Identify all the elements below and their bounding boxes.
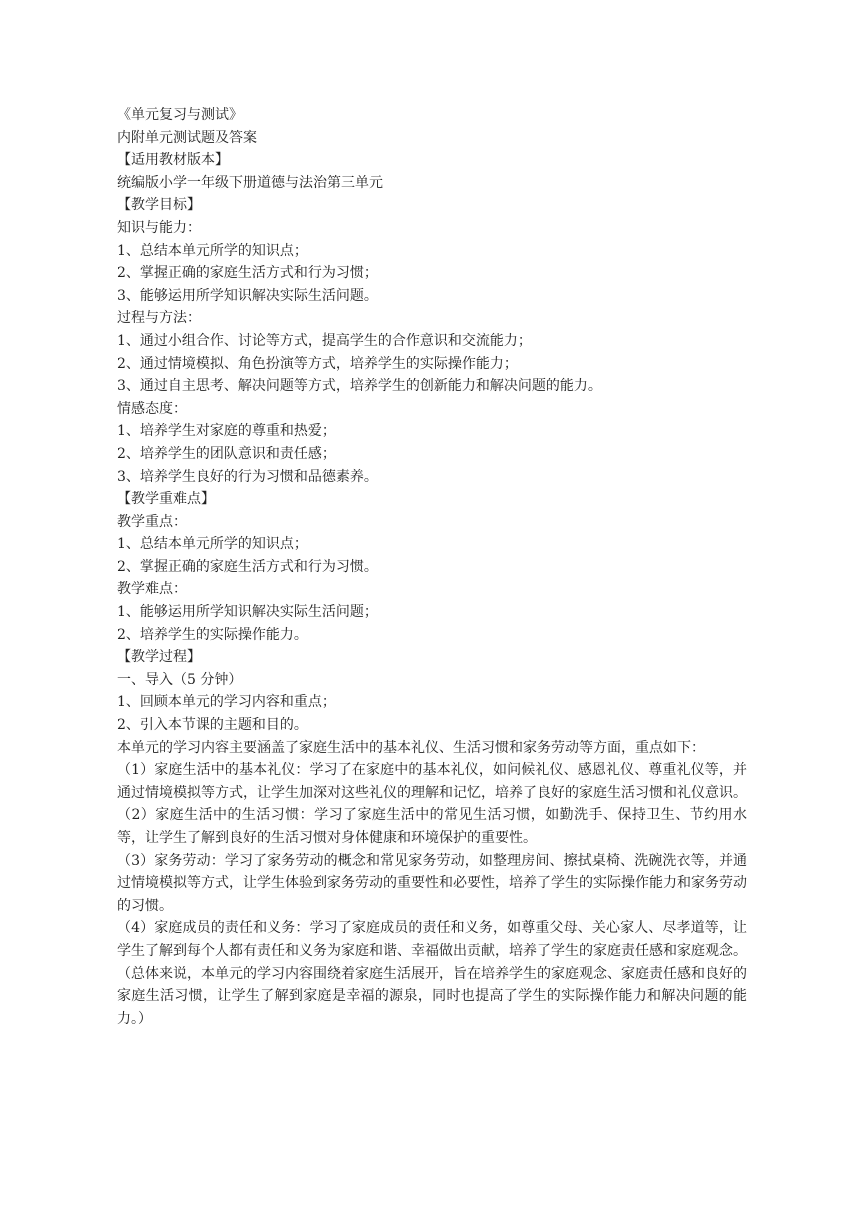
list-item: 1、培养学生对家庭的尊重和热爱； bbox=[117, 423, 336, 440]
body-paragraph: （1）家庭生活中的基本礼仪：学习了在家庭中的基本礼仪，如问候礼仪、感恩礼仪、尊重礼仪等，并通过情境模拟等方式，让学生加深对这些礼仪的理解和记忆，培养了良好的家庭生活习惯和礼仪意识。 bbox=[117, 762, 747, 801]
body-paragraph: 本单元的学习内容主要涵盖了家庭生活中的基本礼仪、生活习惯和家务劳动等方面，重点如下： bbox=[117, 739, 705, 756]
list-item: 2、通过情境模拟、角色扮演等方式，培养学生的实际操作能力； bbox=[117, 355, 518, 372]
list-item: 2、培养学生的实际操作能力。 bbox=[117, 626, 308, 643]
list-item: 1、通过小组合作、讨论等方式，提高学生的合作意识和交流能力； bbox=[117, 332, 532, 349]
document-subtitle: 内附单元测试题及答案 bbox=[117, 129, 257, 146]
section-heading-process: 【教学过程】 bbox=[117, 649, 201, 666]
document-title: 《单元复习与测试》 bbox=[117, 107, 243, 123]
body-paragraph: （4）家庭成员的责任和义务：学习了家庭成员的责任和义务，如尊重父母、关心家人、尽孝道等，让学生了解到每个人都有责任和义务为家庭和谐、幸福做出贡献，培养了学生的家庭责任感和家庭观念。 bbox=[117, 920, 747, 959]
subheading: 教学难点： bbox=[117, 581, 187, 598]
list-item: 2、培养学生的团队意识和责任感； bbox=[117, 445, 336, 462]
body-paragraph: （总体来说，本单元的学习内容围绕着家庭生活展开，旨在培养学生的家庭观念、家庭责任感和良好的家庭生活习惯，让学生了解到家庭是幸福的源泉，同时也提高了学生的实际操作能力和解决问题的能力。） bbox=[117, 965, 747, 1027]
list-item: 2、引入本节课的主题和目的。 bbox=[117, 717, 308, 734]
list-item: 1、总结本单元所学的知识点； bbox=[117, 242, 308, 259]
list-item: 1、总结本单元所学的知识点； bbox=[117, 536, 308, 553]
section-heading-goals: 【教学目标】 bbox=[117, 197, 201, 214]
list-item: 3、培养学生良好的行为习惯和品德素养。 bbox=[117, 468, 378, 485]
text-line: 统编版小学一年级下册道德与法治第三单元 bbox=[117, 174, 383, 191]
section-heading-key-points: 【教学重难点】 bbox=[117, 491, 215, 508]
list-item: 2、掌握正确的家庭生活方式和行为习惯； bbox=[117, 265, 378, 282]
subheading: 教学重点： bbox=[117, 513, 187, 530]
list-item: 3、通过自主思考、解决问题等方式，培养学生的创新能力和解决问题的能力。 bbox=[117, 378, 602, 395]
section-heading-textbook: 【适用教材版本】 bbox=[117, 152, 229, 169]
subheading: 情感态度： bbox=[117, 400, 187, 417]
list-item: 1、能够运用所学知识解决实际生活问题； bbox=[117, 604, 378, 621]
subheading: 知识与能力： bbox=[117, 219, 201, 236]
list-item: 1、回顾本单元的学习内容和重点； bbox=[117, 694, 336, 711]
body-paragraph: （2）家庭生活中的生活习惯：学习了家庭生活中的常见生活习惯，如勤洗手、保持卫生、节约用水等，让学生了解到良好的生活习惯对身体健康和环境保护的重要性。 bbox=[117, 807, 747, 846]
subheading: 过程与方法： bbox=[117, 310, 201, 327]
list-item: 3、能够运用所学知识解决实际生活问题。 bbox=[117, 287, 378, 304]
list-item: 2、掌握正确的家庭生活方式和行为习惯。 bbox=[117, 558, 378, 575]
document-page bbox=[117, 104, 747, 1030]
subheading: 一、导入（5 分钟） bbox=[117, 671, 243, 688]
body-paragraph: （3）家务劳动：学习了家务劳动的概念和常见家务劳动，如整理房间、擦拭桌椅、洗碗洗衣等，并通过情境模拟等方式，让学生体验到家务劳动的重要性和必要性，培养了学生的实际操作能力和家务劳动的习惯。 bbox=[117, 852, 747, 914]
